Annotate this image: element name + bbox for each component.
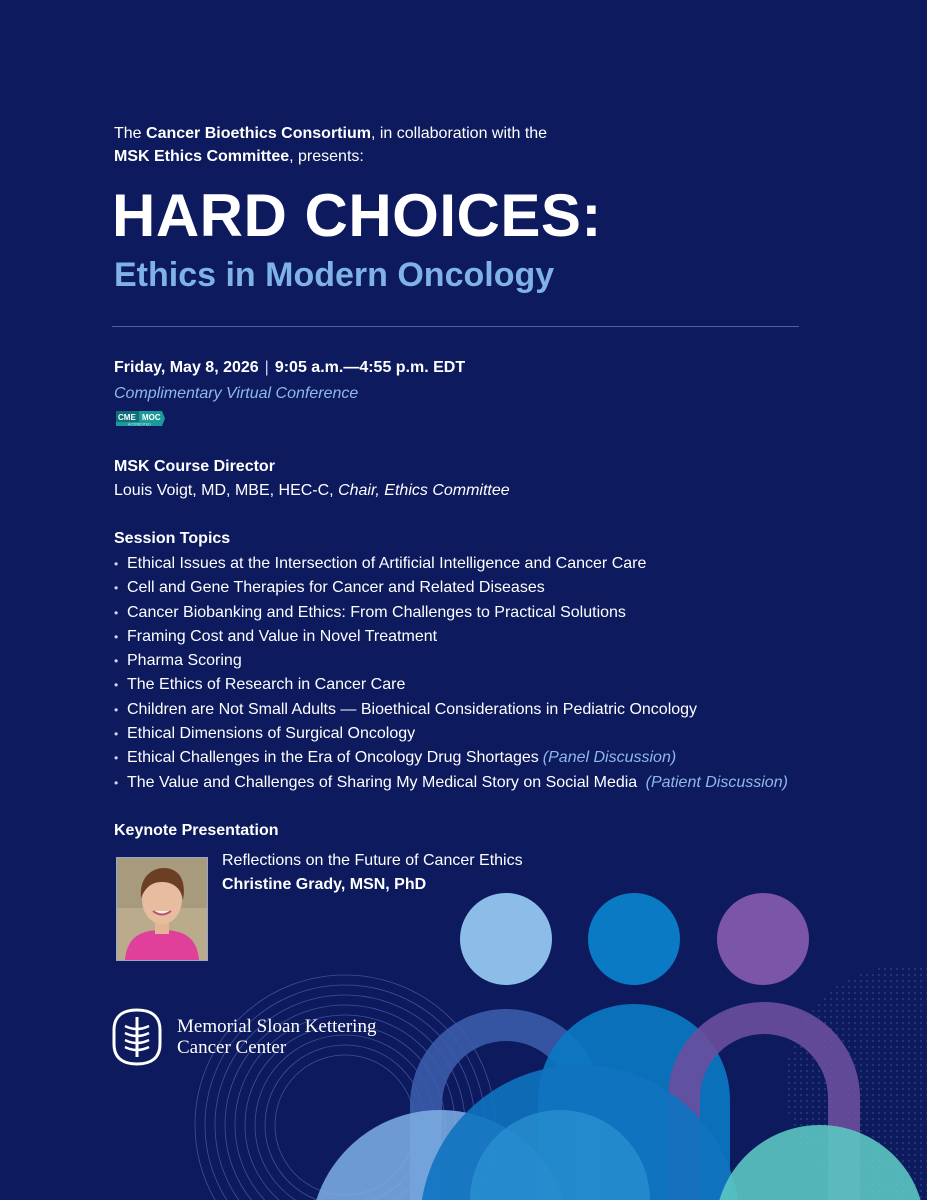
keynote-heading: Keynote Presentation xyxy=(114,822,279,839)
bullet-icon: • xyxy=(114,581,119,596)
divider xyxy=(112,326,799,327)
date-separator: | xyxy=(264,359,269,376)
badge-right-text: MOC xyxy=(142,413,161,422)
bullet-icon: • xyxy=(114,629,119,644)
topic-item: • The Value and Challenges of Sharing My Medical Story on Social Media (Patient Discussion) xyxy=(114,771,788,795)
director-name: Louis Voigt, MD, MBE, HEC-C, xyxy=(114,482,339,499)
speaker-photo xyxy=(116,857,208,961)
topics-heading: Session Topics xyxy=(114,530,231,547)
event-date-time xyxy=(114,357,465,379)
msk-logo-text xyxy=(177,1016,376,1058)
cme-moc-badge-icon xyxy=(114,410,166,427)
topic-item: • Ethical Dimensions of Surgical Oncology xyxy=(114,722,788,746)
msk-logo-icon xyxy=(111,1008,163,1066)
topic-note: (Panel Discussion) xyxy=(542,749,677,767)
topic-item: • The Ethics of Research in Cancer Care xyxy=(114,673,788,697)
director-line xyxy=(114,480,510,502)
keynote-speaker: Christine Grady, MSN, PhD xyxy=(222,876,427,893)
topic-item: • Ethical Challenges in the Era of Oncology Drug Shortages (Panel Discussion) xyxy=(114,746,788,770)
director-heading: MSK Course Director xyxy=(114,458,275,475)
event-subtitle: Ethics in Modern Oncology xyxy=(114,256,555,294)
topic-item: • Ethical Issues at the Intersection of Artificial Intelligence and Cancer Care xyxy=(114,552,788,576)
badge-caption-text: ACCREDITED xyxy=(128,422,151,427)
session-topics-list xyxy=(114,552,788,795)
committee-name: MSK Ethics Committee xyxy=(114,148,290,165)
bullet-icon: • xyxy=(114,654,119,669)
director-role: Chair, Ethics Committee xyxy=(338,482,510,499)
consortium-name: Cancer Bioethics Consortium xyxy=(146,125,371,142)
event-title: HARD CHOICES: xyxy=(112,182,602,249)
keynote-title: Reflections on the Future of Cancer Ethics xyxy=(222,852,523,869)
logo-line-2: Cancer Center xyxy=(177,1037,287,1058)
intro-line-1: The Cancer Bioethics Consortium, in collaboration with the xyxy=(114,125,548,142)
bullet-icon: • xyxy=(114,775,119,790)
topic-item: • Cell and Gene Therapies for Cancer and Related Diseases xyxy=(114,576,788,600)
topic-note: (Patient Discussion) xyxy=(645,773,788,791)
intro-text xyxy=(114,122,547,168)
badge-left-text: CME xyxy=(118,413,136,422)
topic-item: • Framing Cost and Value in Novel Treatment xyxy=(114,625,788,649)
topic-item: • Cancer Biobanking and Ethics: From Challenges to Practical Solutions xyxy=(114,601,788,625)
bullet-icon: • xyxy=(114,727,119,742)
bullet-icon: • xyxy=(114,678,119,693)
topic-item: • Children are Not Small Adults — Bioethical Considerations in Pediatric Oncology xyxy=(114,698,788,722)
speaker-portrait-icon xyxy=(117,858,207,960)
intro-line-2: MSK Ethics Committee, presents: xyxy=(114,148,364,165)
bullet-icon: • xyxy=(114,557,119,571)
bullet-icon: • xyxy=(114,605,119,620)
bullet-icon: • xyxy=(114,751,119,766)
logo-line-1: Memorial Sloan Kettering xyxy=(177,1016,377,1037)
event-time: 9:05 a.m.—4:55 p.m. EDT xyxy=(274,359,466,376)
topic-item: • Pharma Scoring xyxy=(114,649,788,673)
event-format: Complimentary Virtual Conference xyxy=(114,385,359,402)
event-date: Friday, May 8, 2026 xyxy=(114,359,259,376)
bullet-icon: • xyxy=(114,702,119,717)
